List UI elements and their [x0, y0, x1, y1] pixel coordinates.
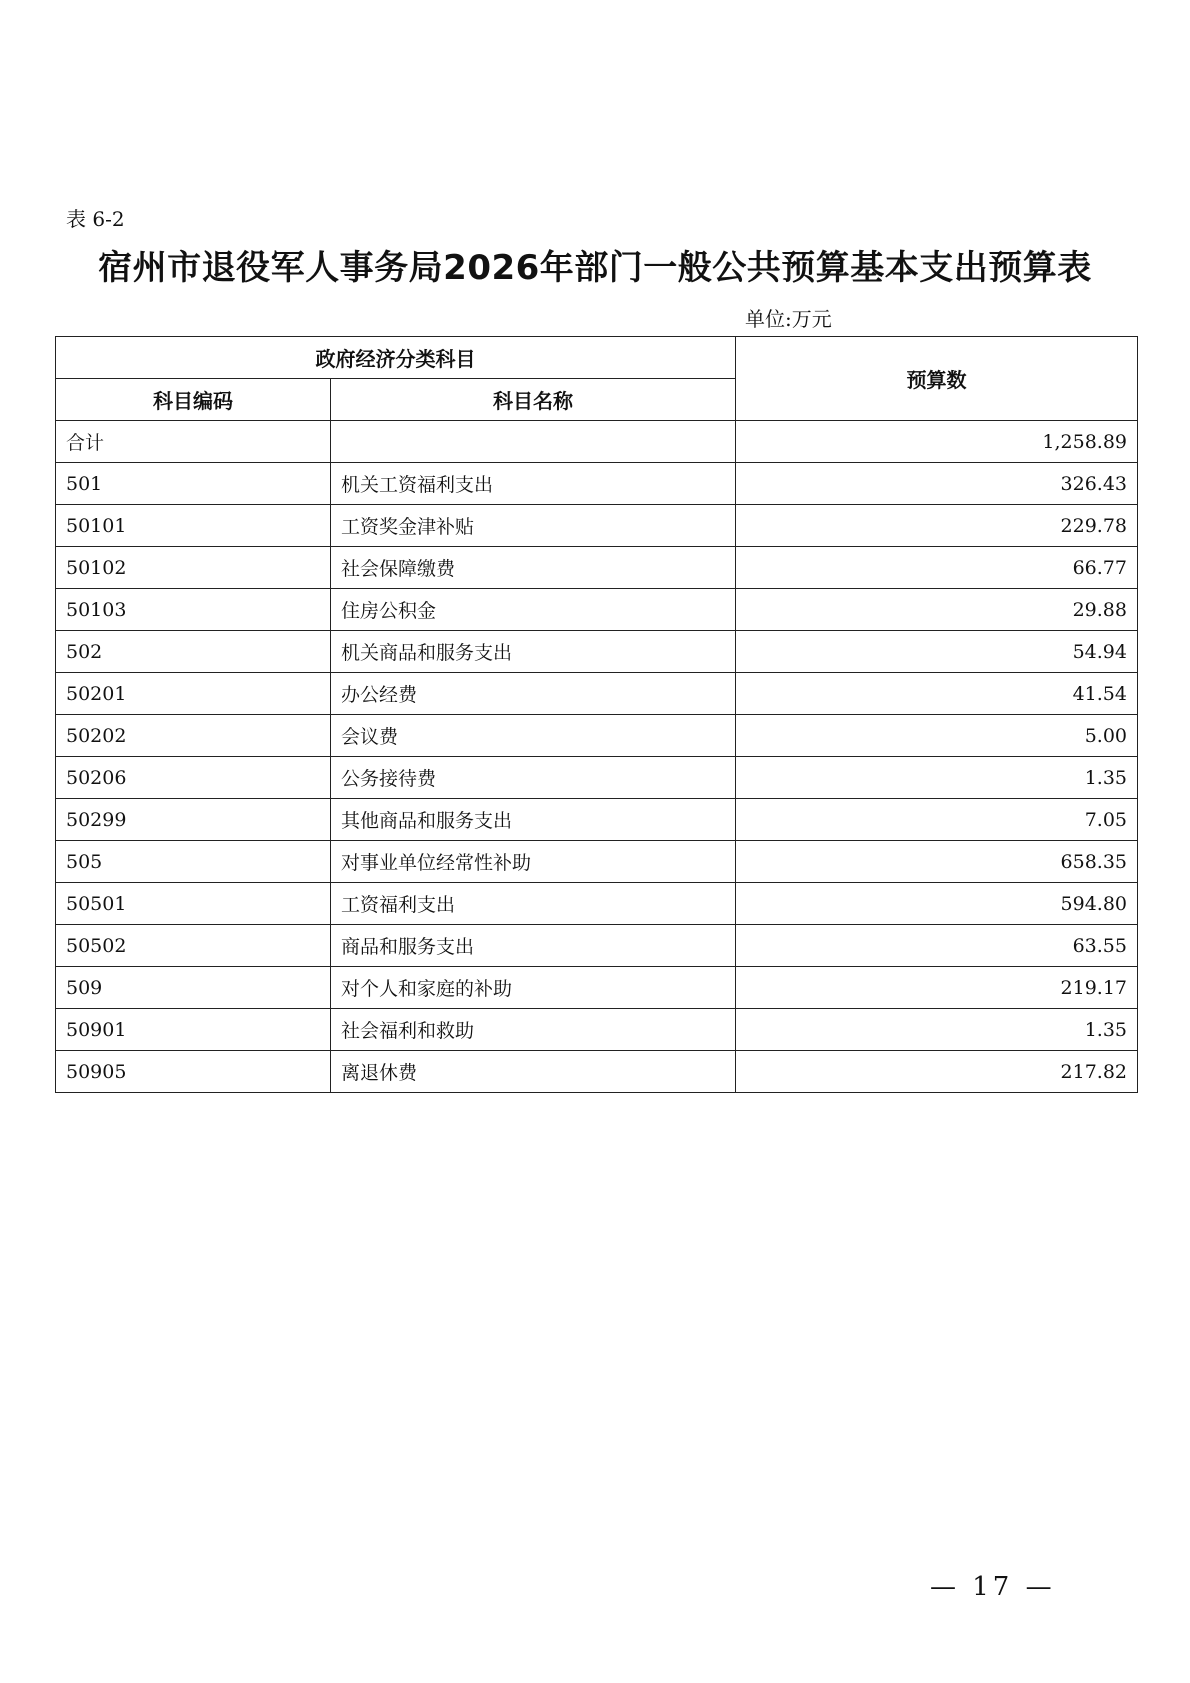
page-number: — 17 — — [930, 1572, 1056, 1602]
name-cell: 其他商品和服务支出 — [331, 799, 736, 841]
amount-cell: 7.05 — [736, 799, 1138, 841]
table-row — [56, 883, 1138, 925]
table-row — [56, 799, 1138, 841]
code-cell: 50201 — [56, 673, 331, 715]
table-row — [56, 841, 1138, 883]
table-row — [56, 631, 1138, 673]
name-cell: 工资奖金津补贴 — [331, 505, 736, 547]
table-row — [56, 1009, 1138, 1051]
amount-cell: 1,258.89 — [736, 421, 1138, 463]
code-cell: 50102 — [56, 547, 331, 589]
name-cell: 住房公积金 — [331, 589, 736, 631]
name-cell: 工资福利支出 — [331, 883, 736, 925]
name-cell: 机关商品和服务支出 — [331, 631, 736, 673]
name-cell — [331, 421, 736, 463]
name-cell: 社会保障缴费 — [331, 547, 736, 589]
table-row — [56, 589, 1138, 631]
table-row — [56, 715, 1138, 757]
amount-cell: 1.35 — [736, 757, 1138, 799]
table-row — [56, 1051, 1138, 1093]
name-cell: 对事业单位经常性补助 — [331, 841, 736, 883]
code-cell: 50202 — [56, 715, 331, 757]
name-cell: 机关工资福利支出 — [331, 463, 736, 505]
unit-label: 单位:万元 — [745, 307, 832, 331]
table-row — [56, 505, 1138, 547]
name-cell: 社会福利和救助 — [331, 1009, 736, 1051]
table-row — [56, 925, 1138, 967]
amount-cell: 326.43 — [736, 463, 1138, 505]
code-cell: 50101 — [56, 505, 331, 547]
amount-cell: 41.54 — [736, 673, 1138, 715]
amount-cell: 63.55 — [736, 925, 1138, 967]
name-cell: 商品和服务支出 — [331, 925, 736, 967]
amount-cell: 1.35 — [736, 1009, 1138, 1051]
table-body — [56, 421, 1138, 1093]
code-cell: 509 — [56, 967, 331, 1009]
table-row — [56, 547, 1138, 589]
name-header: 科目名称 — [331, 379, 736, 421]
table-row — [56, 673, 1138, 715]
name-cell: 对个人和家庭的补助 — [331, 967, 736, 1009]
code-cell: 50299 — [56, 799, 331, 841]
amount-cell: 217.82 — [736, 1051, 1138, 1093]
table-row — [56, 421, 1138, 463]
table-row — [56, 967, 1138, 1009]
name-cell: 公务接待费 — [331, 757, 736, 799]
group-header: 政府经济分类科目 — [56, 337, 736, 379]
amount-cell: 219.17 — [736, 967, 1138, 1009]
code-cell: 50501 — [56, 883, 331, 925]
code-cell: 50901 — [56, 1009, 331, 1051]
table-number: 表 6-2 — [66, 207, 125, 231]
code-cell: 501 — [56, 463, 331, 505]
name-cell: 离退休费 — [331, 1051, 736, 1093]
code-cell: 50502 — [56, 925, 331, 967]
code-cell: 505 — [56, 841, 331, 883]
table-row — [56, 757, 1138, 799]
table-row — [56, 463, 1138, 505]
amount-cell: 594.80 — [736, 883, 1138, 925]
amount-cell: 54.94 — [736, 631, 1138, 673]
code-cell: 50103 — [56, 589, 331, 631]
amount-cell: 29.88 — [736, 589, 1138, 631]
amount-cell: 66.77 — [736, 547, 1138, 589]
budget-table — [55, 336, 1138, 1093]
code-cell: 50206 — [56, 757, 331, 799]
name-cell: 办公经费 — [331, 673, 736, 715]
amount-cell: 658.35 — [736, 841, 1138, 883]
document-title: 宿州市退役军人事务局2026年部门一般公共预算基本支出预算表 — [98, 248, 1092, 288]
code-cell: 合计 — [56, 421, 331, 463]
amount-header: 预算数 — [736, 337, 1138, 421]
code-cell: 502 — [56, 631, 331, 673]
code-cell: 50905 — [56, 1051, 331, 1093]
amount-cell: 229.78 — [736, 505, 1138, 547]
code-header: 科目编码 — [56, 379, 331, 421]
name-cell: 会议费 — [331, 715, 736, 757]
header-row-1 — [56, 337, 1138, 379]
amount-cell: 5.00 — [736, 715, 1138, 757]
